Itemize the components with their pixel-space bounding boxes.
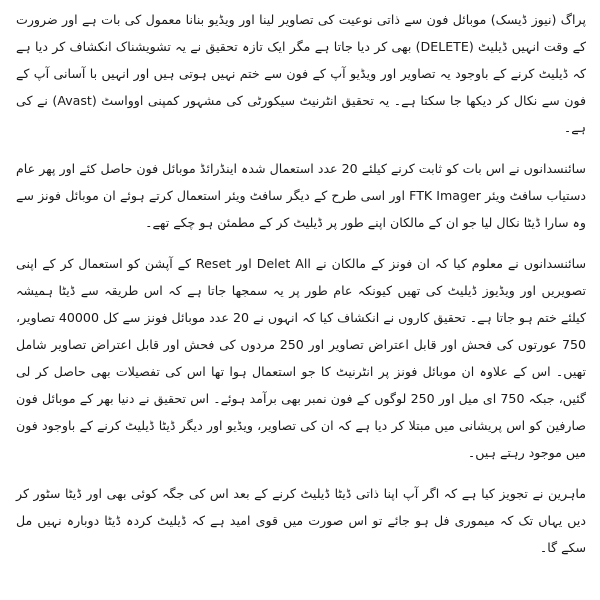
article-paragraph-method: سائنسدانوں نے اس بات کو ثابت کرنے کیلئے 20 عدد استعمال شدہ اینڈرائڈ موبائل فون حاصل کئے اور پھر عام دستیاب سافٹ ویئر FTK Imager اور اسی طرح کے دیگر سافٹ ویئر استعمال کرتے ہوئے ان موبائل فونز سے وہ سارا ڈیٹا نکال لیا جو ان کے مالکان اپنے طور پر ڈیلیٹ کر کے مطمئن ہو چکے تھے۔ <box>16 161 586 230</box>
article-paragraph-intro: پراگ (نیوز ڈیسک) موبائل فون سے ذاتی نوعیت کی تصاویر لینا اور ویڈیو بنانا معمول کی بات ہے اور ضرورت کے وقت انہیں ڈیلیٹ (DELETE) بھی کر دیا جاتا ہے مگر ایک تازہ تحقیق نے یہ تشویشناک انکشاف کر دیا ہے کہ ڈیلیٹ کرنے کے باوجود یہ تصاویر اور ویڈیو آپ کے فون سے ختم نہیں ہوتی ہیں اور انہیں با آسانی آپ کے فون سے نکال کر دیکھا جا سکتا ہے۔ یہ تحقیق انٹرنیٹ سیکورٹی کی مشہور کمپنی اوواسٹ (Avast) نے کی ہے۔ <box>16 12 586 135</box>
article-paragraph-advice: ماہرین نے تجویز کیا ہے کہ اگر آپ اپنا ذاتی ڈیٹا ڈیلیٹ کرنے کے بعد اس کی جگہ کوئی بھی اور ڈیٹا سٹور کر دیں یہاں تک کہ میموری فل ہو جائے تو اس صورت میں قوی امید ہے کہ ڈیلیٹ کردہ ڈیٹا دوبارہ نہیں مل سکے گا۔ <box>16 486 586 555</box>
article-paragraph-findings: سائنسدانوں نے معلوم کیا کہ ان فونز کے مالکان نے Delet All اور Reset کے آپشن کو استعمال کر کے اپنی تصویریں اور ویڈیوز ڈیلیٹ کی تھیں کیونکہ عام طور پر یہ سمجھا جاتا ہے کہ اس طریقہ سے ڈیٹا ہمیشہ کیلئے ختم ہو جاتا ہے۔ تحقیق کاروں نے انکشاف کیا کہ انہوں نے 20 عدد موبائل فونز سے کل 40000 تصاویر، 750 عورتوں کی فحش اور قابل اعتراض تصاویر اور 250 مردوں کی فحش اور قابل اعتراض تصاویر شامل تھیں۔ اس کے علاوہ ان موبائل فونز پر انٹرنیٹ کا جو استعمال ہوا تھا اس کی تفصیلات بھی حاصل کر لی گئیں، جبکہ 750 ای میل اور 250 لوگوں کے فون نمبر بھی برآمد ہوئے۔ اس تحقیق نے دنیا بھر کے موبائل فون صارفین کو اس پریشانی میں مبتلا کر دیا ہے کہ ان کی تصاویر، ویڈیو اور دیگر ڈیٹا ڈیلیٹ کرنے کے باوجود فون میں موجود رہتے ہیں۔ <box>16 256 587 460</box>
